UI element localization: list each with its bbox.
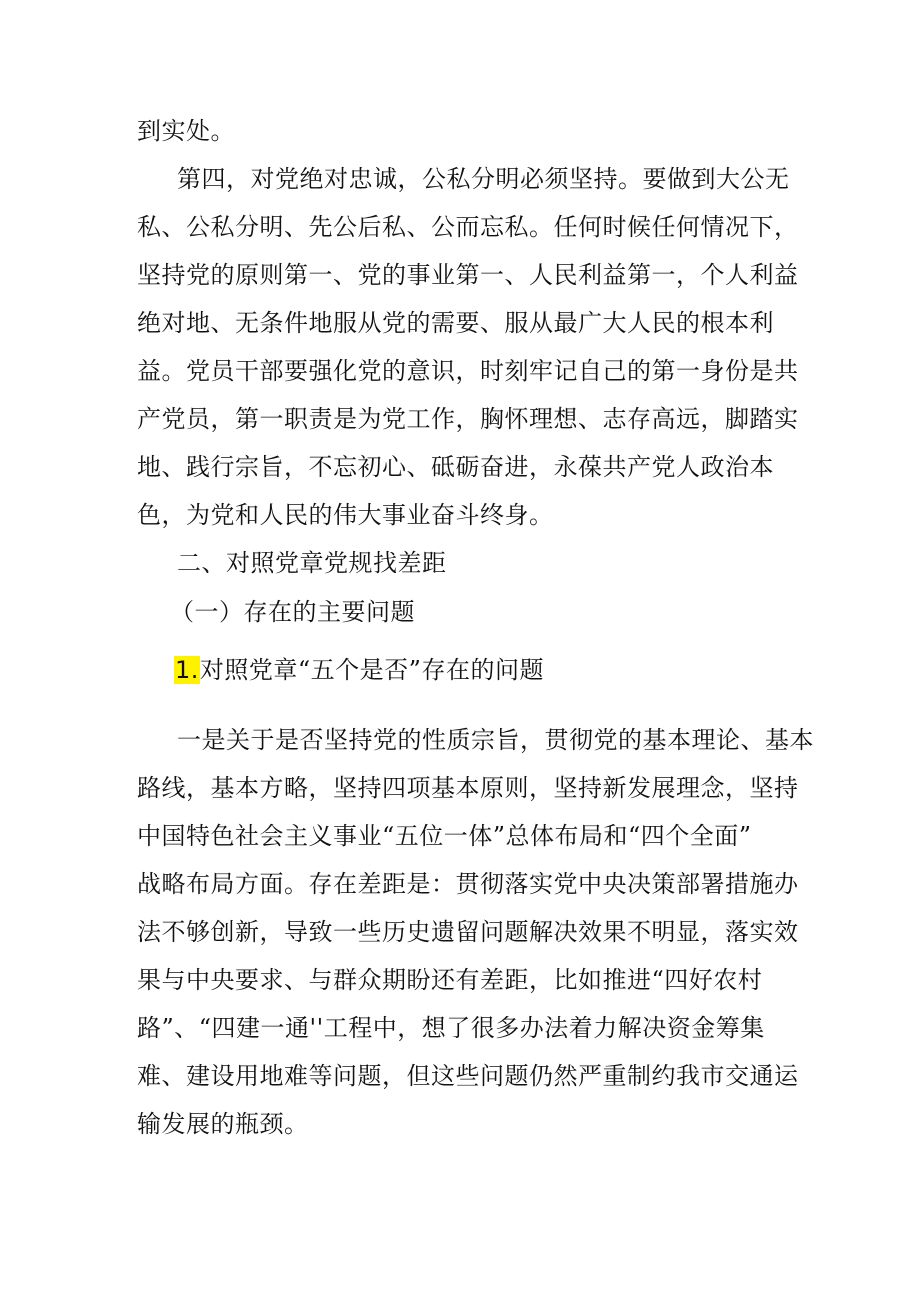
paragraph-line: 路”、“四建一通''工程中，想了很多办法着力解决资金筹集 — [137, 1014, 765, 1042]
paragraph-line: 第四，对党绝对忠诚，公私分明必须坚持。要做到大公无 — [177, 165, 790, 193]
section-heading: 二、对照党章党规找差距 — [177, 549, 447, 577]
paragraph-line: 输发展的瓶颈。 — [137, 1110, 309, 1138]
paragraph-line: 路线，基本方略，坚持四项基本原则，坚持新发展理念，坚持 — [137, 774, 799, 802]
paragraph-line: 色，为党和人民的伟大事业奋斗终身。 — [137, 501, 554, 529]
paragraph-line: 益。党员干部要强化党的意识，时刻牢记自己的第一身份是共 — [137, 357, 799, 385]
paragraph-line: 战略布局方面。存在差距是：贯彻落实党中央决策部署措施办 — [137, 870, 799, 898]
paragraph-line: 绝对地、无条件地服从党的需要、服从最广大人民的根本利 — [137, 309, 774, 337]
paragraph-line: 中国特色社会主义事业“五位一体”总体布局和“四个全面” — [137, 822, 752, 850]
item-heading — [174, 655, 544, 685]
paragraph-line: 产党员，第一职责是为党工作，胸怀理想、志存高远，脚踏实 — [137, 405, 799, 433]
paragraph-line: 私、公私分明、先公后私、公而忘私。任何时候任何情况下， — [137, 213, 799, 241]
paragraph-line: 地、践行宗旨，不忘初心、砥砺奋进，永葆共产党人政治本 — [137, 453, 774, 481]
highlighted-item-number: 1. — [175, 656, 199, 684]
item-heading-text: 对照党章“五个是否”存在的问题 — [199, 656, 544, 684]
paragraph-line: 果与中央要求、与群众期盼还有差距，比如推进“四好农村 — [137, 966, 763, 994]
paragraph-line: 一是关于是否坚持党的性质宗旨，贯彻党的基本理论、基本 — [177, 726, 814, 754]
paragraph-line: 法不够创新，导致一些历史遗留问题解决效果不明显，落实效 — [137, 918, 799, 946]
paragraph-line: 难、建设用地难等问题，但这些问题仍然严重制约我市交通运 — [137, 1062, 799, 1090]
subsection-heading: （一）存在的主要问题 — [170, 598, 415, 626]
paragraph-line: 坚持党的原则第一、党的事业第一、人民利益第一，个人利益 — [137, 261, 799, 289]
continuation-line: 到实处。 — [137, 117, 235, 145]
